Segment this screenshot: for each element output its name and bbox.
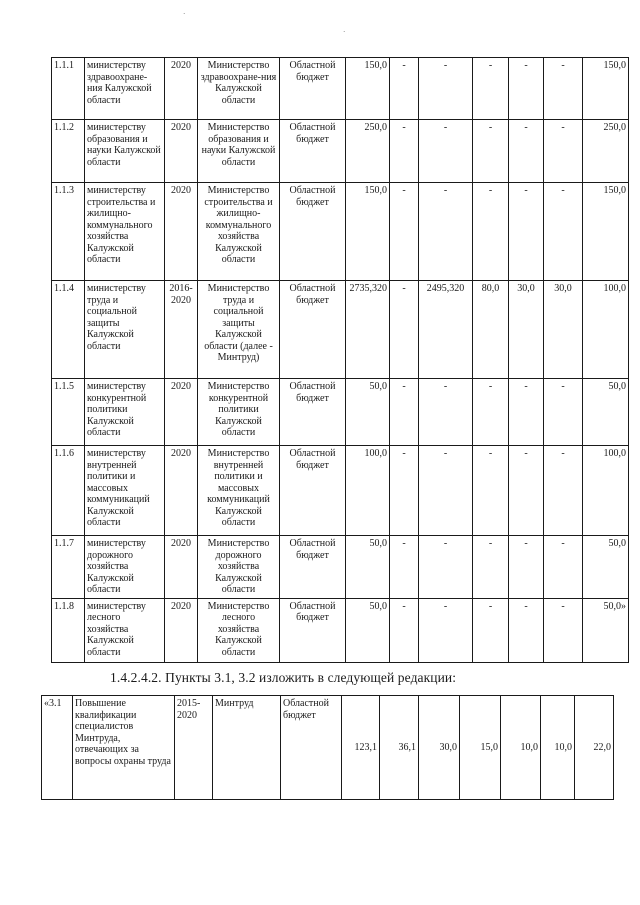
year-value: - xyxy=(509,536,544,599)
year-value: - xyxy=(509,379,544,446)
recipient-ministry: министерству конкурентной политики Калужской области xyxy=(85,379,165,446)
scan-speck: · xyxy=(183,10,186,18)
executor: Министерство труда и социальной защиты Калужской области (далее - Минтруд) xyxy=(198,281,280,379)
year-value: 22,0 xyxy=(575,696,614,800)
table-row xyxy=(52,281,629,379)
year-value: - xyxy=(390,379,419,446)
year-value: - xyxy=(473,598,509,662)
period-years: 2020 xyxy=(165,58,198,120)
scan-speck: · xyxy=(343,28,346,36)
recipient-ministry: министерству образования и науки Калужской области xyxy=(85,120,165,183)
executor: Минтруд xyxy=(213,696,281,800)
table-row xyxy=(52,446,629,536)
year-value: - xyxy=(419,120,473,183)
row-number: 1.1.2 xyxy=(52,120,85,183)
section-heading: 1.4.2.4.2. Пункты 3.1, 3.2 изложить в следующей редакции: xyxy=(110,670,457,685)
year-value: - xyxy=(390,598,419,662)
table-row xyxy=(42,696,614,800)
year-value: - xyxy=(544,379,583,446)
year-value: - xyxy=(544,446,583,536)
row-number: 1.1.5 xyxy=(52,379,85,446)
period-years: 2020 xyxy=(165,446,198,536)
funding-source: Областной бюджет xyxy=(280,446,346,536)
funding-source: Областной бюджет xyxy=(280,183,346,281)
year-value: - xyxy=(473,446,509,536)
recipient-ministry: министерству строительства и жилищно-коммунального хозяйства Калужской области xyxy=(85,183,165,281)
year-value: - xyxy=(473,120,509,183)
executor: Министерство образования и науки Калужской области xyxy=(198,120,280,183)
year-value: 100,0 xyxy=(583,281,629,379)
recipient-ministry: министерству дорожного хозяйства Калужской области xyxy=(85,536,165,599)
period-years: 2020 xyxy=(165,183,198,281)
year-value: 36,1 xyxy=(380,696,419,800)
year-value: 30,0 xyxy=(544,281,583,379)
year-value: - xyxy=(544,598,583,662)
total-amount: 50,0 xyxy=(346,598,390,662)
period-years: 2015-2020 xyxy=(175,696,213,800)
row-number: «3.1 xyxy=(42,696,73,800)
year-value: - xyxy=(509,58,544,120)
executor: Министерство внутренней политики и массовых коммуникаций Калужской области xyxy=(198,446,280,536)
table-row xyxy=(52,379,629,446)
executor: Министерство строительства и жилищно-коммунального хозяйства Калужской области xyxy=(198,183,280,281)
year-value: - xyxy=(473,183,509,281)
executor: Министерство здравоохране-ния Калужской области xyxy=(198,58,280,120)
row-number: 1.1.6 xyxy=(52,446,85,536)
executor: Министерство дорожного хозяйства Калужской области xyxy=(198,536,280,599)
total-amount: 150,0 xyxy=(346,58,390,120)
year-value: - xyxy=(473,536,509,599)
year-value: - xyxy=(390,446,419,536)
year-value: - xyxy=(509,598,544,662)
year-value: - xyxy=(544,183,583,281)
total-amount: 250,0 xyxy=(346,120,390,183)
recipient-ministry: министерству труда и социальной защиты Калужской области xyxy=(85,281,165,379)
year-value: 150,0 xyxy=(583,58,629,120)
activity-name: Повышение квалификации специалистов Минтруда, отвечающих за вопросы охраны труда xyxy=(73,696,175,800)
recipient-ministry: министерству внутренней политики и массовых коммуникаций Калужской области xyxy=(85,446,165,536)
year-value: - xyxy=(544,120,583,183)
year-value: - xyxy=(509,183,544,281)
total-amount: 2735,320 xyxy=(346,281,390,379)
year-value: - xyxy=(390,183,419,281)
program-table-section-3 xyxy=(41,695,614,800)
row-number: 1.1.4 xyxy=(52,281,85,379)
funding-source: Областной бюджет xyxy=(280,379,346,446)
year-value: - xyxy=(473,58,509,120)
period-years: 2020 xyxy=(165,598,198,662)
funding-source: Областной бюджет xyxy=(280,536,346,599)
total-amount: 50,0 xyxy=(346,379,390,446)
period-years: 2020 xyxy=(165,536,198,599)
year-value: 80,0 xyxy=(473,281,509,379)
funding-source: Областной бюджет xyxy=(280,120,346,183)
recipient-ministry: министерству лесного хозяйства Калужской области xyxy=(85,598,165,662)
total-amount: 123,1 xyxy=(342,696,380,800)
year-value: 30,0 xyxy=(419,696,460,800)
year-value: - xyxy=(419,598,473,662)
year-value: 10,0 xyxy=(501,696,541,800)
year-value: 100,0 xyxy=(583,446,629,536)
year-value: - xyxy=(509,446,544,536)
year-value: 250,0 xyxy=(583,120,629,183)
executor: Министерство лесного хозяйства Калужской области xyxy=(198,598,280,662)
year-value: 50,0» xyxy=(583,598,629,662)
year-value: - xyxy=(419,183,473,281)
row-number: 1.1.7 xyxy=(52,536,85,599)
year-value: - xyxy=(544,58,583,120)
funding-source: Областной бюджет xyxy=(281,696,342,800)
year-value: - xyxy=(419,58,473,120)
year-value: - xyxy=(473,379,509,446)
year-value: - xyxy=(390,281,419,379)
year-value: 30,0 xyxy=(509,281,544,379)
row-number: 1.1.8 xyxy=(52,598,85,662)
year-value: - xyxy=(509,120,544,183)
year-value: - xyxy=(419,446,473,536)
year-value: 150,0 xyxy=(583,183,629,281)
year-value: - xyxy=(419,536,473,599)
year-value: 15,0 xyxy=(460,696,501,800)
table-row xyxy=(52,183,629,281)
funding-source: Областной бюджет xyxy=(280,58,346,120)
table-row xyxy=(52,598,629,662)
row-number: 1.1.3 xyxy=(52,183,85,281)
year-value: - xyxy=(390,536,419,599)
program-table xyxy=(51,57,629,663)
funding-source: Областной бюджет xyxy=(280,598,346,662)
period-years: 2016-2020 xyxy=(165,281,198,379)
period-years: 2020 xyxy=(165,379,198,446)
year-value: - xyxy=(544,536,583,599)
year-value: - xyxy=(390,58,419,120)
year-value: 10,0 xyxy=(541,696,575,800)
funding-source: Областной бюджет xyxy=(280,281,346,379)
table-row xyxy=(52,58,629,120)
period-years: 2020 xyxy=(165,120,198,183)
recipient-ministry: министерству здравоохране-ния Калужской области xyxy=(85,58,165,120)
table-row xyxy=(52,536,629,599)
year-value: 50,0 xyxy=(583,379,629,446)
total-amount: 50,0 xyxy=(346,536,390,599)
year-value: - xyxy=(390,120,419,183)
total-amount: 100,0 xyxy=(346,446,390,536)
year-value: 50,0 xyxy=(583,536,629,599)
year-value: 2495,320 xyxy=(419,281,473,379)
total-amount: 150,0 xyxy=(346,183,390,281)
table-row xyxy=(52,120,629,183)
row-number: 1.1.1 xyxy=(52,58,85,120)
executor: Министерство конкурентной политики Калужской области xyxy=(198,379,280,446)
year-value: - xyxy=(419,379,473,446)
